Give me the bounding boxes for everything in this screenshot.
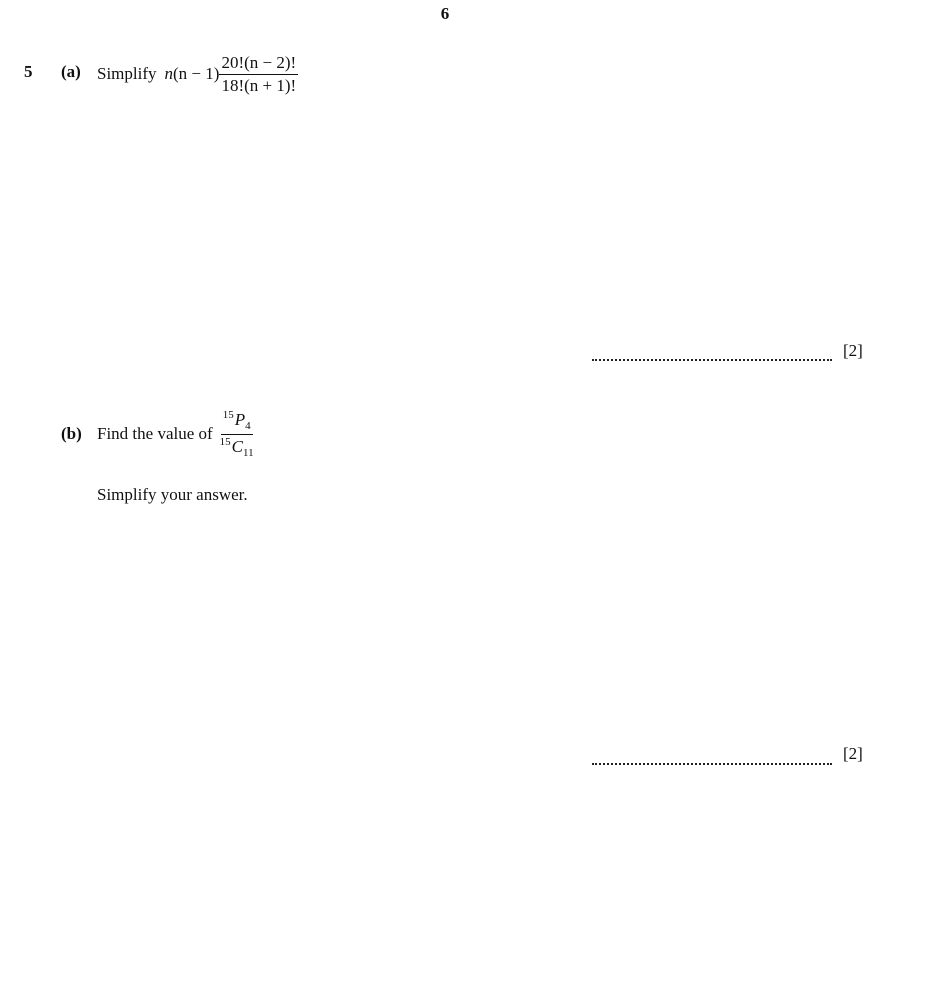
- question-number: 5: [24, 62, 33, 81]
- part-a-fraction: [219, 53, 298, 95]
- part-b-numerator: $^{15}P_4$: [221, 409, 253, 435]
- part-b-fraction: [218, 409, 256, 459]
- part-a-answer-line[interactable]: [592, 359, 832, 361]
- part-a-expression: [165, 53, 299, 95]
- part-a-question: [97, 46, 298, 102]
- page-number: 6: [440, 4, 450, 23]
- part-a-numerator: 20!(n − 2)!: [219, 53, 298, 75]
- part-a-instruction: Simplify: [97, 64, 157, 83]
- part-b-answer-line[interactable]: [592, 763, 832, 765]
- part-b-note: Simplify your answer.: [97, 485, 248, 504]
- part-b-question: [97, 406, 256, 462]
- part-b-label: (b): [61, 424, 82, 443]
- part-a-marks: [2]: [843, 341, 863, 360]
- part-b-instruction: Find the value of: [97, 424, 213, 443]
- part-a-denominator: 18!(n + 1)!: [221, 75, 297, 95]
- expr-n: n: [164, 64, 174, 83]
- part-b-denominator: $^{15}C_{11}$: [219, 435, 254, 459]
- part-b-marks: [2]: [843, 744, 863, 763]
- part-a-label: (a): [61, 62, 81, 81]
- expr-n-minus-1: (n − 1): [173, 64, 220, 83]
